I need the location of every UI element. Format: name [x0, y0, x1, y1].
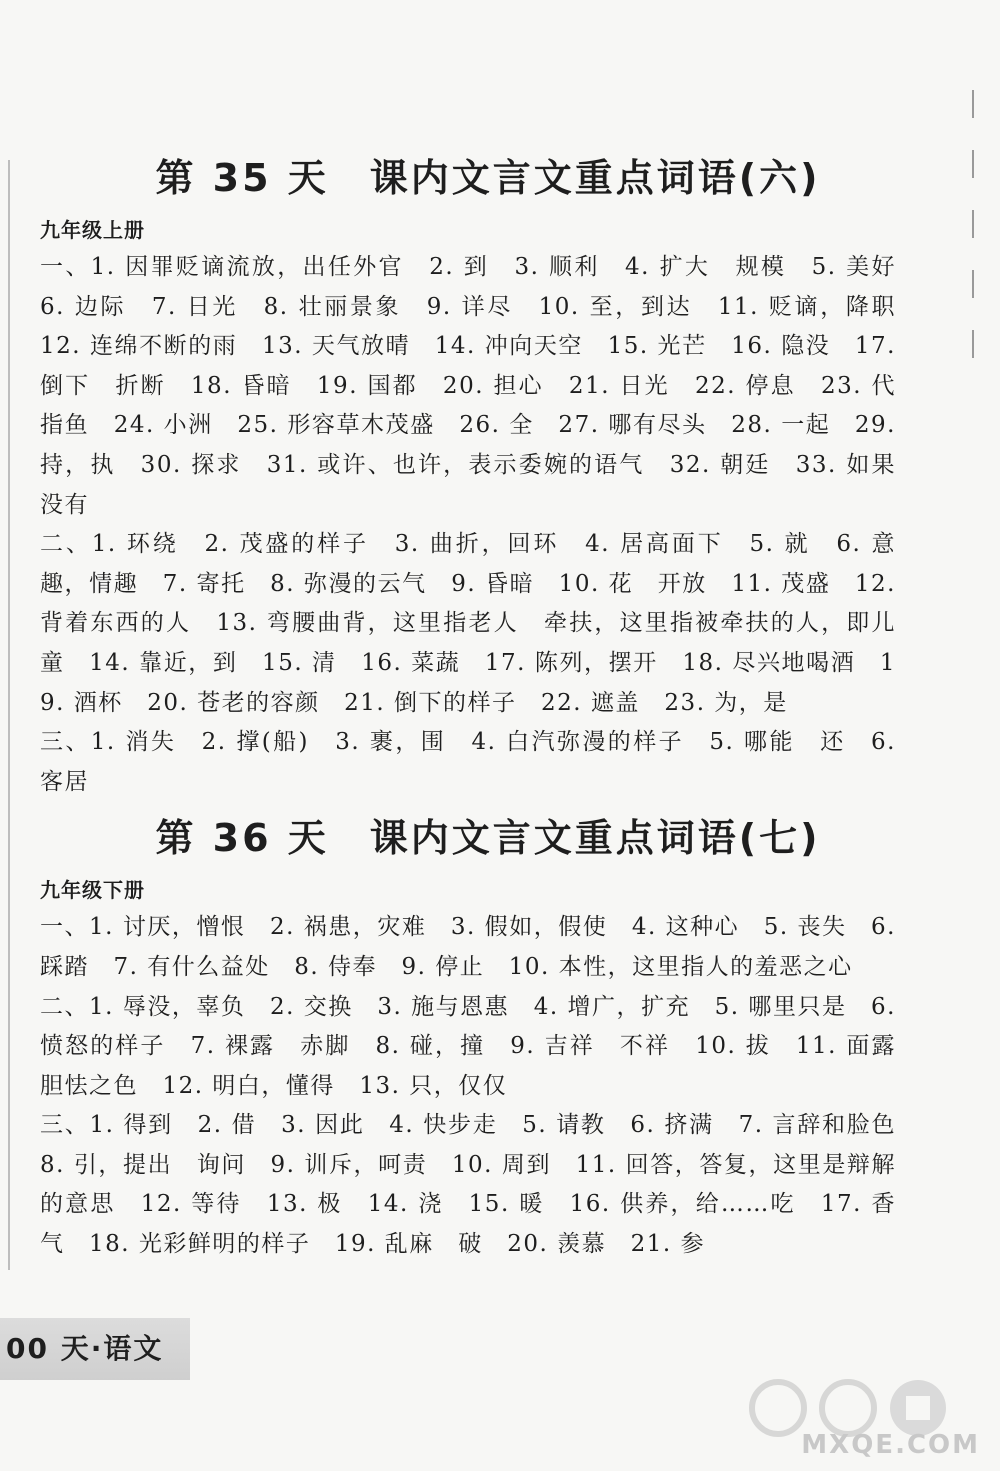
grade-label: 九年级下册 — [40, 878, 145, 903]
answer-group-1: 一、1. 讨厌，憎恨 2. 祸患，灾难 3. 假如，假使 4. 这种心 5. 丧失 6. 踩踏 7. 有什么益处 8. 侍奉 9. 停止 10. 本性，这里指人的羞恶之心 — [40, 914, 896, 980]
section-day-35 — [40, 150, 921, 802]
answer-group-1: 一、1. 因罪贬谪流放，出任外官 2. 到 3. 顺利 4. 扩大 规模 5. 美好 6. 边际 7. 日光 8. 壮丽景象 9. 详尽 10. 至，到达 11. 贬谪，降职 12. 连绵不断的雨 13. 天气放晴 14. 冲向天空 15. 光芒 16. 隐没 17. 倒下 折断 18. 昏暗 19. 国都 20. 担心 21. 日光 22. 停息 23. 代指鱼 24. 小洲 25. 形容草木茂盛 26. 全 27. 哪有尽头 28. 一起 29. 持，执 30. 探求 31. 或许、也许，表示委婉的语气 32. 朝廷 33. 如果没有 — [40, 254, 921, 518]
answer-group-3: 三、1. 得到 2. 借 3. 因此 4. 快步走 5. 请教 6. 挤满 7. 言辞和脸色 8. 引，提出 询问 9. 训斥，呵责 10. 周到 11. 回答，答复，这里是辩解的意思 12. 等待 13. 极 14. 浇 15. 暖 16. 供养，给……吃 17. 香气 18. 光彩鲜明的样子 19. 乱麻 破 20. 羡慕 21. 参 — [40, 1112, 921, 1258]
page-edge-line — [8, 160, 10, 1270]
section-title: 第 36 天 课内文言文重点词语(七) — [155, 816, 821, 861]
answer-group-3: 三、1. 消失 2. 撑(船) 3. 裹，围 4. 白汽弥漫的样子 5. 哪能 还 6. 客居 — [40, 729, 896, 795]
binding-marks — [972, 90, 974, 370]
answer-group-2: 二、1. 环绕 2. 茂盛的样子 3. 曲折，回环 4. 居高面下 5. 就 6. 意趣，情趣 7. 寄托 8. 弥漫的云气 9. 昏暗 10. 花 开放 11. 茂盛 12. 背着东西的人 13. 弯腰曲背，这里指老人 牵扶，这里指被牵扶的人，即儿童 14. 靠近，到 15. 清 16. 菜蔬 17. 陈列，摆开 18. 尽兴地喝酒 19. 酒杯 20. 苍老的容颜 21. 倒下的样子 22. 遮盖 23. 为，是 — [40, 531, 896, 716]
grade-label: 九年级上册 — [40, 218, 145, 242]
page-footer-label: 00 天·语文 — [0, 1318, 190, 1380]
answer-group-2: 二、1. 辱没，辜负 2. 交换 3. 施与恩惠 4. 增广，扩充 5. 哪里只是 6. 愤怒的样子 7. 裸露 赤脚 8. 碰，撞 9. 吉祥 不祥 10. 拔 11. 面露胆怯之色 12. 明白，懂得 13. 只，仅仅 — [40, 993, 896, 1099]
section-title: 第 35 天 课内文言文重点词语(六) — [155, 156, 821, 200]
section-day-36 — [40, 810, 921, 1264]
watermark-text: MXQE.COM — [801, 1430, 980, 1460]
page-content — [40, 150, 921, 1265]
